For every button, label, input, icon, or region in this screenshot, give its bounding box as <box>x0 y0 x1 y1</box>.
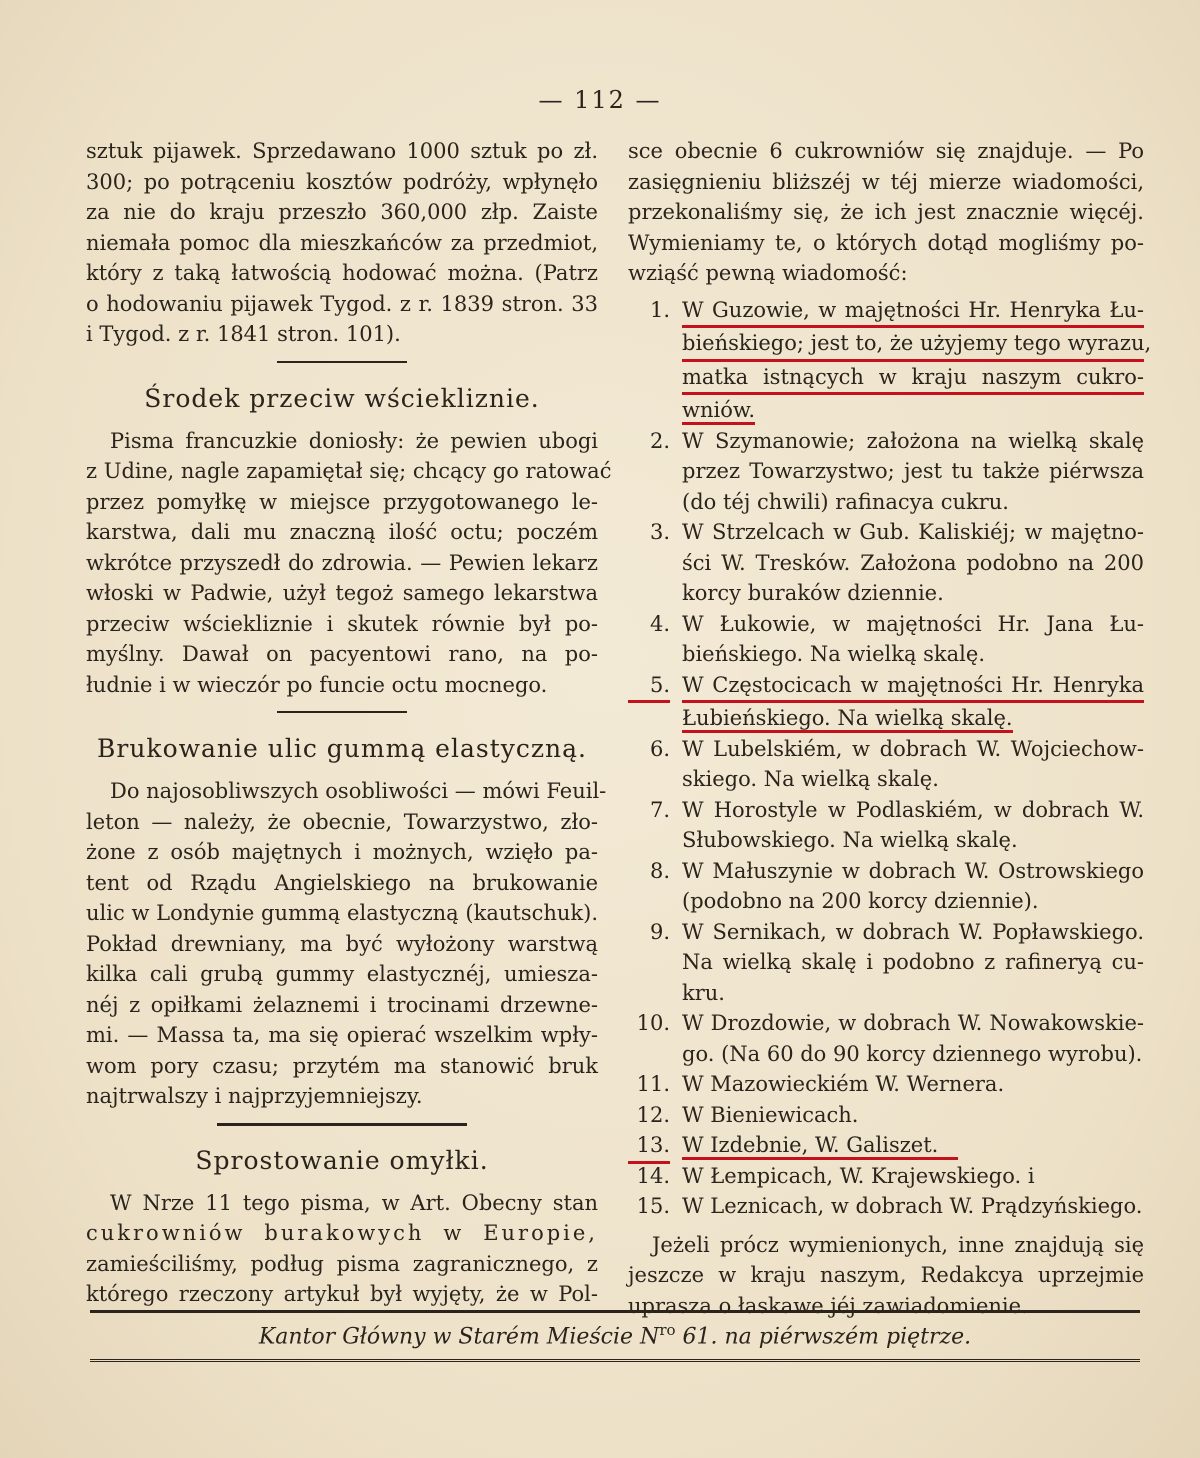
list-item <box>628 609 1144 670</box>
list-item <box>628 1161 1144 1192</box>
item-number: 2. <box>649 428 670 453</box>
text-line: jeszcze w kraju naszym, Redakcya uprzejmie <box>628 1263 1144 1287</box>
heading-rabies: Środek przeciw wściekliznie. <box>144 383 540 413</box>
footer-superscript: ro <box>659 1321 676 1339</box>
text-line: W Sernikach, w dobrach W. Popławskiego. <box>682 919 1144 944</box>
item-number: 15. <box>636 1194 670 1218</box>
text-line: włoski w Padwie, użył tegoż samego lekarstwa <box>86 581 598 605</box>
item-number: 5. <box>628 670 670 704</box>
text-line: W Horostyle w Podlaskiém, w dobrach W. <box>682 797 1144 822</box>
section-divider <box>86 356 598 368</box>
text-line: matka istnących w kraju naszym cukro- <box>682 362 1144 396</box>
list-item <box>628 1008 1144 1069</box>
footer-imprint <box>90 1310 1140 1362</box>
right-column <box>628 136 1152 1321</box>
text-line: cukrowniów burakowych w Europie, <box>86 1221 598 1245</box>
text-line: zamieściliśmy, podług pisma zagranicznego, z <box>86 1251 598 1276</box>
heading-paving: Brukowanie ulic gummą elastyczną. <box>97 734 587 763</box>
paragraph-leeches <box>86 136 598 350</box>
text-line: najtrwalszy i najprzyjemniejszy. <box>86 1084 423 1108</box>
text-line: bieńskiego; jest to, że użyjemy tego wyrazu, <box>682 328 1144 362</box>
text-line: W Guzowie, w majętności Hr. Henryka Łu- <box>682 295 1144 329</box>
item-number: 3. <box>649 520 670 544</box>
text-line: Jeżeli prócz wymienionych, inne znajdują się <box>652 1232 1144 1257</box>
paragraph-paving <box>86 776 607 1112</box>
sugar-factory-list <box>628 295 1152 1222</box>
text-line: sztuk pijawek. Sprzedawano 1000 sztuk po zł. <box>86 139 598 163</box>
text-line: W Mazowieckiém W. Wernera. <box>682 1072 1005 1096</box>
text-line: którego rzeczony artykuł był wyjęty, że w Pol- <box>86 1282 598 1306</box>
text-line: (do téj chwili) rafinacya cukru. <box>682 489 1009 514</box>
text-line: sce obecnie 6 cukrowniów się znajduje. — Po <box>628 139 1144 163</box>
list-item <box>628 795 1144 856</box>
text-line: tent od Rządu Angielskiego na brukowanie <box>86 870 598 895</box>
text-line: (podobno na 200 korcy dziennie). <box>682 889 1039 913</box>
paragraph-outro <box>628 1230 1144 1322</box>
text-line: zasięgnieniu bliższéj w téj mierze wiadomości, <box>628 169 1144 194</box>
item-number: 8. <box>649 858 670 883</box>
item-number: 12. <box>636 1102 670 1127</box>
text-line: W Izdebnie, W. Galiszet. <box>682 1133 958 1160</box>
text-line: W Szymanowie; założona na wielką skalę <box>682 428 1144 453</box>
text-line: néj z opiłkami żelaznemi i trocinami drzewne- <box>86 992 598 1017</box>
list-item <box>628 670 1144 734</box>
text-line: kilka cali grubą gummy elastycznéj, umiesza- <box>86 962 598 986</box>
text-line: Na wielką skalę i podobno z rafineryą cu- <box>682 950 1144 974</box>
text-line: Pokład drewniany, ma być wyłożony warstwą <box>86 931 598 956</box>
list-item <box>628 734 1144 795</box>
list-item <box>628 517 1144 609</box>
paragraph-rabies <box>86 426 612 701</box>
item-number: 4. <box>649 611 670 636</box>
item-number: 14. <box>636 1163 670 1188</box>
text-line: który z taką łatwością hodować można. (Patrz <box>86 261 598 285</box>
text-line: W Częstocicach w majętności Hr. Henryka <box>682 670 1144 704</box>
item-number: 9. <box>649 919 670 944</box>
text-line: 300; po potrąceniu kosztów podróży, wpłynęło <box>86 169 598 194</box>
footer-text: Kantor Główny w Starém Mieście N <box>258 1324 660 1350</box>
text-line: mi. — Massa ta, ma się opierać wszelkim wpły- <box>86 1023 598 1047</box>
text-line: wkrótce przyszedł do zdrowia. — Pewien lekarz <box>86 550 598 575</box>
section-divider <box>86 706 598 718</box>
text-line: i Tygod. z r. 1841 stron. 101). <box>86 322 401 346</box>
text-line: Pisma francuzkie doniosły: że pewien ubogi <box>110 428 598 453</box>
text-line: leton — należy, że obecnie, Towarzystwo, zło- <box>86 809 598 834</box>
text-line: korcy buraków dziennie. <box>682 581 944 605</box>
text-line: z Udine, nagle zapamiętał się; chcący go ratować <box>86 459 612 483</box>
left-column <box>86 136 612 1310</box>
list-item <box>628 917 1144 1009</box>
text-line: Słubowskiego. Na wielką skalę. <box>682 828 1018 852</box>
text-line: W Bieniewicach. <box>682 1102 859 1127</box>
text-line: skiego. Na wielką skalę. <box>682 767 939 791</box>
list-item <box>628 1100 1144 1131</box>
item-number: 7. <box>649 797 670 822</box>
text-line: wziąść pewną wiadomość: <box>628 261 908 285</box>
text-line: przez Towarzystwo; jest tu także piérwsza <box>682 459 1144 483</box>
text-line: ulic w Londynie gummą elastyczną (kautschuk). <box>86 901 598 925</box>
text-line: W Łukowie, w majętności Hr. Jana Łu- <box>682 611 1144 636</box>
section-divider <box>86 1118 598 1130</box>
item-number: 11. <box>636 1072 670 1096</box>
text-line: W Drozdowie, w dobrach W. Nowakowskie- <box>682 1011 1144 1035</box>
text-line: za nie do kraju przeszło 360,000 złp. Zaiste <box>86 200 598 224</box>
heading-correction: Sprostowanie omyłki. <box>195 1145 489 1175</box>
paragraph-intro <box>628 136 1144 289</box>
paragraph-correction <box>86 1188 598 1310</box>
text-line: Do najosobliwszych osobliwości — mówi Feuil- <box>110 779 607 803</box>
text-line: wniów. <box>682 398 755 425</box>
list-item <box>628 1191 1144 1222</box>
text-line: o hodowaniu pijawek Tygod. z r. 1839 stron. 33 <box>86 291 598 316</box>
list-item <box>628 295 1152 426</box>
text-line: wom pory czasu; przytém ma stanowić bruk <box>86 1053 598 1078</box>
text-line: przez pomyłkę w miejsce przygotowanego le- <box>86 489 598 514</box>
text-line: łudnie i w wieczór po funcie octu mocnego. <box>86 672 548 697</box>
text-line: W Nrze 11 tego pisma, w Art. Obecny stan <box>110 1190 598 1215</box>
text-line: ści W. Tresków. Założona podobno na 200 <box>682 550 1144 575</box>
list-item <box>628 1130 1144 1161</box>
list-item <box>628 856 1144 917</box>
item-number: 6. <box>649 736 670 761</box>
text-line: go. (Na 60 do 90 korcy dziennego wyrobu). <box>682 1041 1143 1066</box>
page-number: — 112 — <box>538 86 662 114</box>
text-line: kru. <box>682 980 725 1005</box>
text-line: W Leznicach, w dobrach W. Prądzyńskiego. <box>682 1194 1143 1218</box>
text-line: myślny. Dawał on pacyentowi rano, na po- <box>86 642 598 666</box>
text-line: W Łempicach, W. Krajewskiego. i <box>682 1163 1035 1188</box>
list-item <box>628 1069 1144 1100</box>
text-line: Łubieńskiego. Na wielką skalę. <box>682 706 1013 733</box>
text-line: żone z osób majętnych i możnych, wzięło pa- <box>86 840 598 864</box>
text-line: W Lubelskiém, w dobrach W. Wojciechow- <box>682 736 1144 761</box>
text-line: uprasza o łaskawe jéj zawiadomienie. <box>628 1293 1028 1318</box>
item-number: 13. <box>628 1130 670 1164</box>
text-line: W Strzelcach w Gub. Kaliskiéj; w majętno- <box>682 520 1144 544</box>
text-line: przekonaliśmy się, że ich jest znacznie więcéj. <box>628 200 1144 224</box>
text-line: W Małuszynie w dobrach W. Ostrowskiego <box>682 858 1144 883</box>
text-line: przeciw wściekliznie i skutek równie był po- <box>86 611 598 636</box>
item-number: 10. <box>636 1011 670 1035</box>
text-line: karstwa, dali mu znaczną ilość octu; poczém <box>86 520 598 544</box>
item-number: 1. <box>649 297 670 322</box>
footer-text-end: 61. na piérwszém piętrze. <box>675 1324 972 1350</box>
list-item <box>628 426 1144 518</box>
text-line: niemała pomoc dla mieszkańców za przedmiot, <box>86 230 598 255</box>
text-line: bieńskiego. Na wielką skalę. <box>682 642 985 666</box>
text-line: Wymieniamy te, o których dotąd mogliśmy po- <box>628 230 1144 255</box>
